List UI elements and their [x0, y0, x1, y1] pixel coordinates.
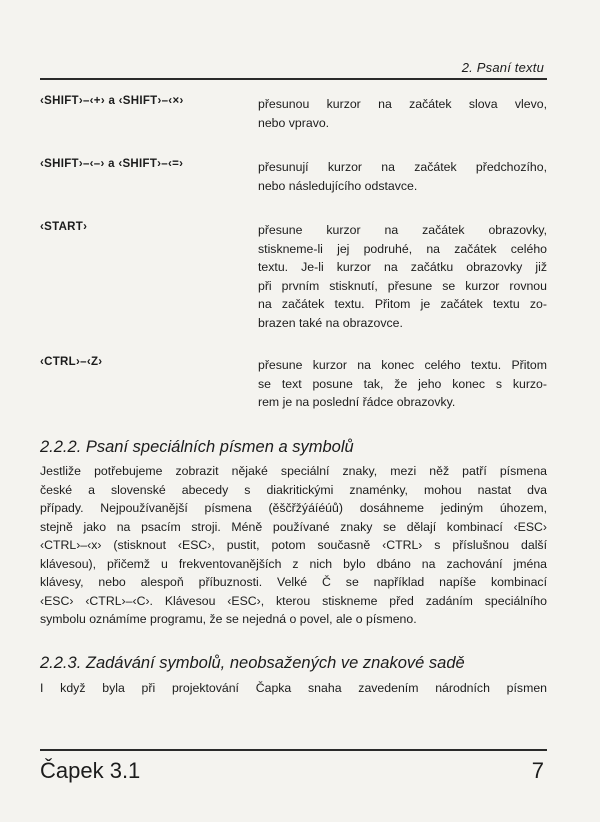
section-heading-2-2-2: 2.2.2. Psaní speciálních písmen a symbolů	[40, 438, 354, 456]
key-combo: ‹CTRL›–‹Z›	[40, 356, 103, 368]
footer-rule	[40, 749, 547, 751]
paragraph-line: případy. Nejpoužívanější písmena (ěščřžýáíéúů) dosáhneme jediným úhozem,	[40, 501, 547, 515]
paragraph-line: ‹CTRL›–‹x› (stisknout ‹ESC›, pustit, potom současně ‹CTRL› s příslušnou další	[40, 538, 547, 552]
desc-line: se text posune tak, že jeho konec s kurzo-	[258, 376, 547, 391]
desc-line: přesune kurzor na začátek obrazovky,	[258, 223, 547, 237]
paragraph-line: stejně jako na psacím stroji. Méně používané znaky se dělají kombinací ‹ESC›	[40, 519, 547, 534]
key-combo: ‹START›	[40, 221, 88, 233]
paragraph-line: klávesy, nebo alespoň příbuznosti. Velké Č se například napíše kombinací	[40, 575, 547, 589]
key-description	[258, 356, 547, 412]
desc-line: přesunují kurzor na začátek předchozího,	[258, 160, 547, 174]
desc-line: stiskneme-li jej podruhé, na začátek celého	[258, 241, 547, 256]
desc-line: na začátek textu. Přitom je začátek textu zo-	[258, 297, 547, 311]
desc-line: textu. Je-li kurzor na začátku obrazovky již	[258, 260, 547, 274]
paragraph-line: Jestliže potřebujeme zobrazit nějaké speciální znaky, mezi něž patří písmena	[40, 464, 547, 478]
header-rule	[40, 78, 547, 80]
paragraph-line: ‹ESC› ‹CTRL›–‹C›. Klávesou ‹ESC›, kterou stiskneme před zadáním speciálního	[40, 593, 547, 608]
desc-line: při prvním stisknutí, přesune se kurzor rovnou	[258, 278, 547, 293]
key-combo: ‹SHIFT›–‹+› a ‹SHIFT›–‹×›	[40, 95, 184, 107]
running-header: 2. Psaní textu	[461, 60, 544, 75]
paragraph-line: klávesou), přičemž u frekventovanějších z nich bylo dbáno na zachování jména	[40, 556, 547, 571]
desc-line: nebo následujícího odstavce.	[258, 178, 418, 193]
section-heading-2-2-3: 2.2.3. Zadávání symbolů, neobsažených ve znakové sadě	[40, 654, 465, 672]
section-2-2-2-paragraph	[40, 462, 547, 629]
paragraph-line: I když byla při projektování Čapka snaha zavedením národních písmen	[40, 681, 547, 695]
paragraph-line: české a slovenské abecedy s diakritickými znaménky, mohou nastat dva	[40, 482, 547, 497]
key-description	[258, 95, 547, 132]
desc-line: brazen také na obrazovce.	[258, 315, 403, 330]
key-description	[258, 158, 547, 195]
footer-title: Čapek 3.1	[40, 758, 141, 783]
desc-line: přesunou kurzor na začátek slova vlevo,	[258, 97, 547, 111]
desc-line: rem je na poslední řádce obrazovky.	[258, 395, 456, 409]
desc-line: nebo vpravo.	[258, 115, 330, 130]
key-description	[258, 221, 547, 332]
desc-line: přesune kurzor na konec celého textu. Přitom	[258, 358, 547, 372]
key-combo: ‹SHIFT›–‹–› a ‹SHIFT›–‹=›	[40, 158, 184, 170]
paragraph-line: symbolu oznámíme programu, že se nejedná o povel, ale o písmeno.	[40, 612, 417, 626]
page-number: 7	[531, 758, 544, 783]
section-2-2-3-paragraph	[40, 679, 547, 698]
